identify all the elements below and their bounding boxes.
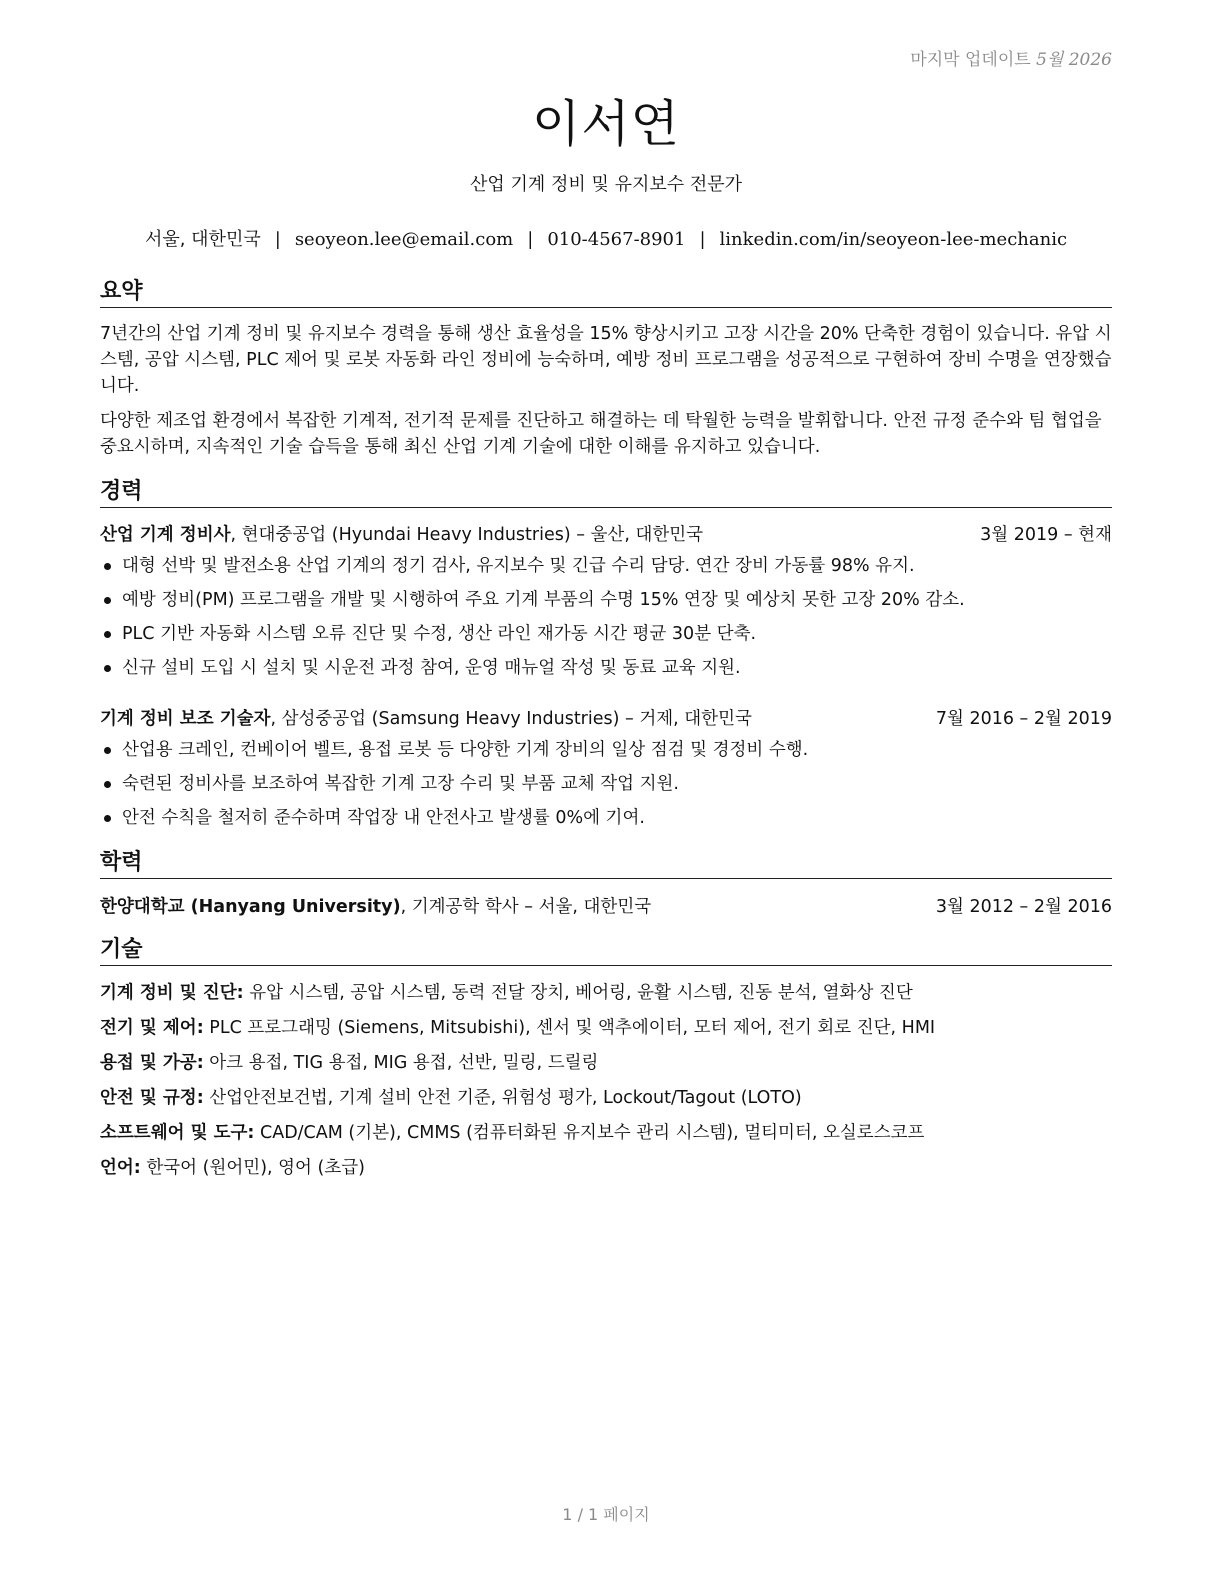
job-company: , 현대중공업 (Hyundai Heavy Industries) – 울산, 대한민국 [230,525,704,545]
bullet-item: 산업용 크레인, 컨베이어 벨트, 용접 로봇 등 다양한 기계 장비의 일상 점검 및 경정비 수행. [100,737,1112,771]
skills-list [100,980,1112,1190]
contact-phone: 010-4567-8901 [547,229,686,250]
skill-category: 안전 및 규정: [100,1088,204,1108]
skill-category: 언어: [100,1158,141,1178]
skill-items: 유압 시스템, 공압 시스템, 동력 전달 장치, 베어링, 윤활 시스템, 진동 분석, 열화상 진단 [243,983,913,1003]
contact-separator: | [274,229,281,250]
education-detail: , 기계공학 학사 – 서울, 대한민국 [400,897,652,917]
education-dates: 3월 2012 – 2월 2016 [935,897,1112,917]
skill-items: 아크 용접, TIG 용접, MIG 용접, 선반, 밀링, 드릴링 [203,1053,599,1073]
contact-line [100,225,1112,251]
job-role: 기계 정비 보조 기술자 [100,709,271,729]
section-title-skills: 기술 [100,936,1112,966]
job-role: 산업 기계 정비사 [100,525,231,545]
section-title-summary: 요약 [100,278,1112,308]
contact-separator: | [527,229,534,250]
skill-row [100,1015,1112,1050]
bullet-item: 예방 정비(PM) 프로그램을 개발 및 시행하여 주요 기계 부품의 수명 15% 연장 및 예상치 못한 고장 20% 감소. [100,587,1112,621]
skill-category: 전기 및 제어: [100,1018,204,1038]
candidate-name: 이서연 [532,95,680,153]
skill-row [100,980,1112,1015]
job-dates: 7월 2016 – 2월 2019 [935,709,1112,729]
resume-page [100,0,1112,1584]
job-company: , 삼성중공업 (Samsung Heavy Industries) – 거제, 대한민국 [270,709,752,729]
skill-category: 기계 정비 및 진단: [100,983,244,1003]
last-updated-date: 5월 2026 [1036,50,1112,70]
summary-paragraph-2: 다양한 제조업 환경에서 복잡한 기계적, 전기적 문제를 진단하고 해결하는 데 탁월한 능력을 발휘합니다. 안전 규정 준수와 팀 협업을 중요시하며, 지속적인 기술 습득을 통해 최신 산업 기계 기술에 대한 이해를 유지하고 있습니다. [100,411,1102,457]
job-bullets [100,737,1112,839]
last-updated [910,45,1112,70]
bullet-item: 숙련된 정비사를 보조하여 복잡한 기계 고장 수리 및 부품 교체 작업 지원. [100,771,1112,805]
summary-paragraph-1: 7년간의 산업 기계 정비 및 유지보수 경력을 통해 생산 효율성을 15% 향상시키고 고장 시간을 20% 단축한 경험이 있습니다. 유압 시스템, 공압 시스템, PLC 제어 및 로봇 자동화 라인 정비에 능숙하며, 예방 정비 프로그램을 성공적으로 구현하여 장비 수명을 연장했습니다. [100,324,1112,396]
section-title-education: 학력 [100,849,1112,879]
bullet-item: PLC 기반 자동화 시스템 오류 진단 및 수정, 생산 라인 재가동 시간 평균 30분 단축. [100,621,1112,655]
skill-row [100,1120,1112,1155]
education-entry [100,894,1112,920]
skill-items: CAD/CAM (기본), CMMS (컴퓨터화된 유지보수 관리 시스템), 멀티미터, 오실로스코프 [254,1123,925,1143]
bullet-item: 신규 설비 도입 시 설치 및 시운전 과정 참여, 운영 매뉴얼 작성 및 동료 교육 지원. [100,655,1112,689]
job-dates: 3월 2019 – 현재 [980,525,1112,545]
candidate-headline: 산업 기계 정비 및 유지보수 전문가 [469,174,743,195]
contact-email[interactable]: seoyeon.lee@email.com [294,229,514,250]
section-title-experience: 경력 [100,478,1112,508]
bullet-item: 대형 선박 및 발전소용 산업 기계의 정기 검사, 유지보수 및 긴급 수리 담당. 연간 장비 가동률 98% 유지. [100,553,1112,587]
skill-category: 소프트웨어 및 도구: [100,1123,255,1143]
contact-separator: | [699,229,706,250]
skill-items: PLC 프로그래밍 (Siemens, Mitsubishi), 센서 및 액추에이터, 모터 제어, 전기 회로 진단, HMI [203,1018,936,1038]
contact-linkedin[interactable]: linkedin.com/in/seoyeon-lee-mechanic [719,229,1068,250]
skill-row [100,1050,1112,1085]
contact-location: 서울, 대한민국 [144,229,261,250]
page-number: 1 / 1 페이지 [562,1505,650,1524]
job-header [100,522,1112,548]
skill-row [100,1085,1112,1120]
education-school: 한양대학교 (Hanyang University) [100,897,401,917]
skill-row [100,1155,1112,1190]
last-updated-prefix: 마지막 업데이트 [910,50,1031,70]
job-header [100,706,1112,732]
job-bullets [100,553,1112,689]
skill-category: 용접 및 가공: [100,1053,204,1073]
bullet-item: 안전 수칙을 철저히 준수하며 작업장 내 안전사고 발생률 0%에 기여. [100,805,1112,839]
skill-items: 한국어 (원어민), 영어 (초급) [140,1158,365,1178]
skill-items: 산업안전보건법, 기계 설비 안전 기준, 위험성 평가, Lockout/Tagout (LOTO) [203,1088,802,1108]
